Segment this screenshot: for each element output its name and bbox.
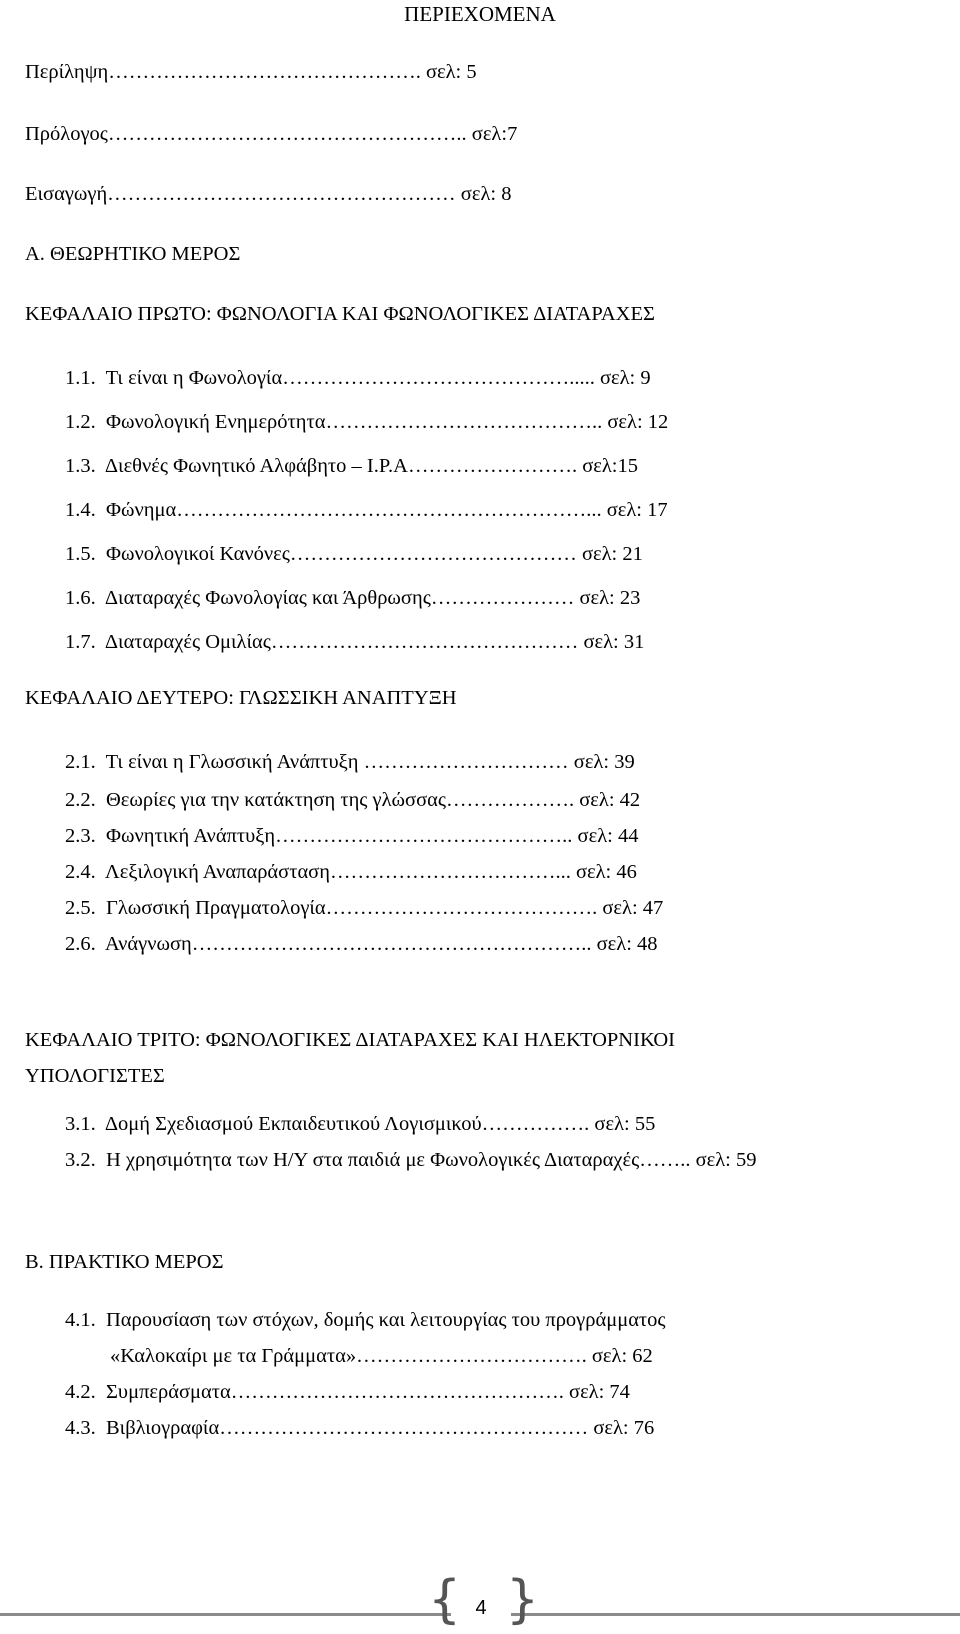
toc-entry-4-1: 4.1. Παρουσίαση των στόχων, δομής και λειτουργίας του προγράμματος	[65, 1309, 666, 1331]
toc-chapter-1-heading: ΚΕΦΑΛΑΙΟ ΠΡΩΤΟ: ΦΩΝΟΛΟΓΙΑ ΚΑΙ ΦΩΝΟΛΟΓΙΚΕΣ ΔΙΑΤΑΡΑΧΕΣ	[25, 303, 655, 325]
toc-entry-preface: Πρόλογος…………………………………………….. σελ:7	[25, 123, 518, 145]
toc-entry-summary: Περίληψη………………………………………. σελ: 5	[25, 61, 477, 83]
toc-entry-2-6: 2.6. Ανάγνωση………………………………………………….. σελ: 48	[65, 933, 658, 955]
toc-entry-1-1: 1.1. Τι είναι η Φωνολογία……………………………………..... σελ: 9	[65, 367, 651, 389]
toc-entry-4-2: 4.2. Συμπεράσματα…………………………………………. σελ: 74	[65, 1381, 630, 1403]
toc-entry-2-2: 2.2. Θεωρίες για την κατάκτηση της γλώσσας………………. σελ: 42	[65, 789, 641, 811]
toc-entry-1-2: 1.2. Φωνολογική Ενημερότητα………………………………….. σελ: 12	[65, 411, 669, 433]
toc-entry-2-5: 2.5. Γλωσσική Πραγματολογία…………………………………. σελ: 47	[65, 897, 664, 919]
toc-entry-3-1: 3.1. Δομή Σχεδιασμού Εκπαιδευτικού Λογισμικού……………. σελ: 55	[65, 1113, 656, 1135]
toc-entry-1-7: 1.7. Διαταραχές Ομιλίας……………………………………… σελ: 31	[65, 631, 645, 653]
toc-entry-4-1-cont: «Καλοκαίρι με τα Γράμματα»……………………………. σελ: 62	[110, 1345, 653, 1367]
toc-entry-1-5: 1.5. Φωνολογικοί Κανόνες…………………………………… σελ: 21	[65, 543, 643, 565]
left-brace-icon: {	[428, 1570, 462, 1630]
toc-entry-4-3: 4.3. Βιβλιογραφία……………………………………………… σελ: 76	[65, 1417, 655, 1439]
toc-chapter-2-heading: ΚΕΦΑΛΑΙΟ ΔΕΥΤΕΡΟ: ΓΛΩΣΣΙΚΗ ΑΝΑΠΤΥΞΗ	[25, 687, 457, 709]
right-brace-icon: }	[506, 1570, 540, 1630]
page-title: ΠΕΡΙΕΧΟΜΕΝΑ	[404, 2, 556, 26]
toc-part-a-heading: Α. ΘΕΩΡΗΤΙΚΟ ΜΕΡΟΣ	[25, 243, 241, 265]
toc-entry-2-4: 2.4. Λεξιλογική Αναπαράσταση……………………………... σελ: 46	[65, 861, 637, 883]
toc-entry-1-3: 1.3. Διεθνές Φωνητικό Αλφάβητο – Ι.Ρ.Α……………………. σελ:15	[65, 455, 638, 477]
toc-entry-introduction: Εισαγωγή…………………………………………… σελ: 8	[25, 183, 512, 205]
toc-part-b-heading: Β. ΠΡΑΚΤΙΚΟ ΜΕΡΟΣ	[25, 1251, 224, 1273]
toc-entry-1-6: 1.6. Διαταραχές Φωνολογίας και Άρθρωσης………………… σελ: 23	[65, 587, 641, 609]
toc-entry-2-3: 2.3. Φωνητική Ανάπτυξη…………………………………….. σελ: 44	[65, 825, 639, 847]
toc-entry-1-4: 1.4. Φώνημα……………………………………………………... σελ: 17	[65, 499, 668, 521]
toc-entry-3-2: 3.2. Η χρησιμότητα των Η/Υ στα παιδιά με Φωνολογικές Διαταραχές…….. σελ: 59	[65, 1149, 757, 1171]
toc-chapter-3-heading-cont: ΥΠΟΛΟΓΙΣΤΕΣ	[25, 1065, 165, 1087]
page-number: 4	[475, 1597, 487, 1619]
toc-entry-2-1: 2.1. Τι είναι η Γλωσσική Ανάπτυξη ………………………… σελ: 39	[65, 751, 635, 773]
toc-chapter-3-heading: ΚΕΦΑΛΑΙΟ ΤΡΙΤΟ: ΦΩΝΟΛΟΓΙΚΕΣ ΔΙΑΤΑΡΑΧΕΣ ΚΑΙ ΗΛΕΚΤΟΡΝΙΚΟΙ	[25, 1029, 675, 1051]
